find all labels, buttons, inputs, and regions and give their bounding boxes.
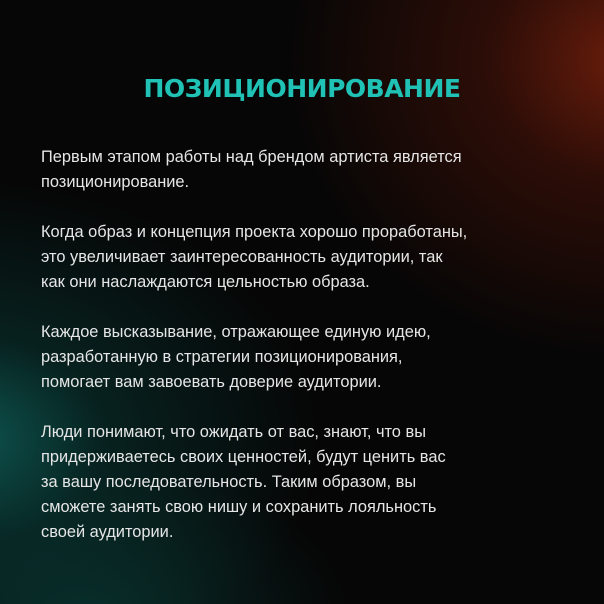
text-line: сможете занять свою нишу и сохранить лояльность [41, 498, 437, 516]
slide-title: ПОЗИЦИОНИРОВАНИЕ [143, 74, 461, 103]
paragraph-4 [41, 420, 581, 545]
paragraph-2 [41, 220, 581, 295]
text-line: как они наслаждаются цельностью образа. [41, 273, 370, 291]
slide-body [41, 145, 581, 570]
text-line: разработанную в стратегии позиционирования, [41, 348, 403, 366]
paragraph-3 [41, 320, 581, 395]
text-line: это увеличивает заинтересованность аудитории, так [41, 248, 443, 266]
text-line: Первым этапом работы над брендом артиста является [41, 148, 462, 166]
text-line: придерживаетесь своих ценностей, будут ценить вас [41, 448, 446, 466]
text-line: Когда образ и концепция проекта хорошо проработаны, [41, 223, 468, 241]
text-line: Люди понимают, что ожидать от вас, знают, что вы [41, 423, 426, 441]
text-line: Каждое высказывание, отражающее единую идею, [41, 323, 431, 341]
text-line: помогает вам завоевать доверие аудитории. [41, 373, 382, 391]
paragraph-1 [41, 145, 581, 195]
text-line: за вашу последовательность. Таким образом, вы [41, 473, 417, 491]
text-line: позиционирование. [41, 173, 190, 191]
text-line: своей аудитории. [41, 523, 174, 541]
